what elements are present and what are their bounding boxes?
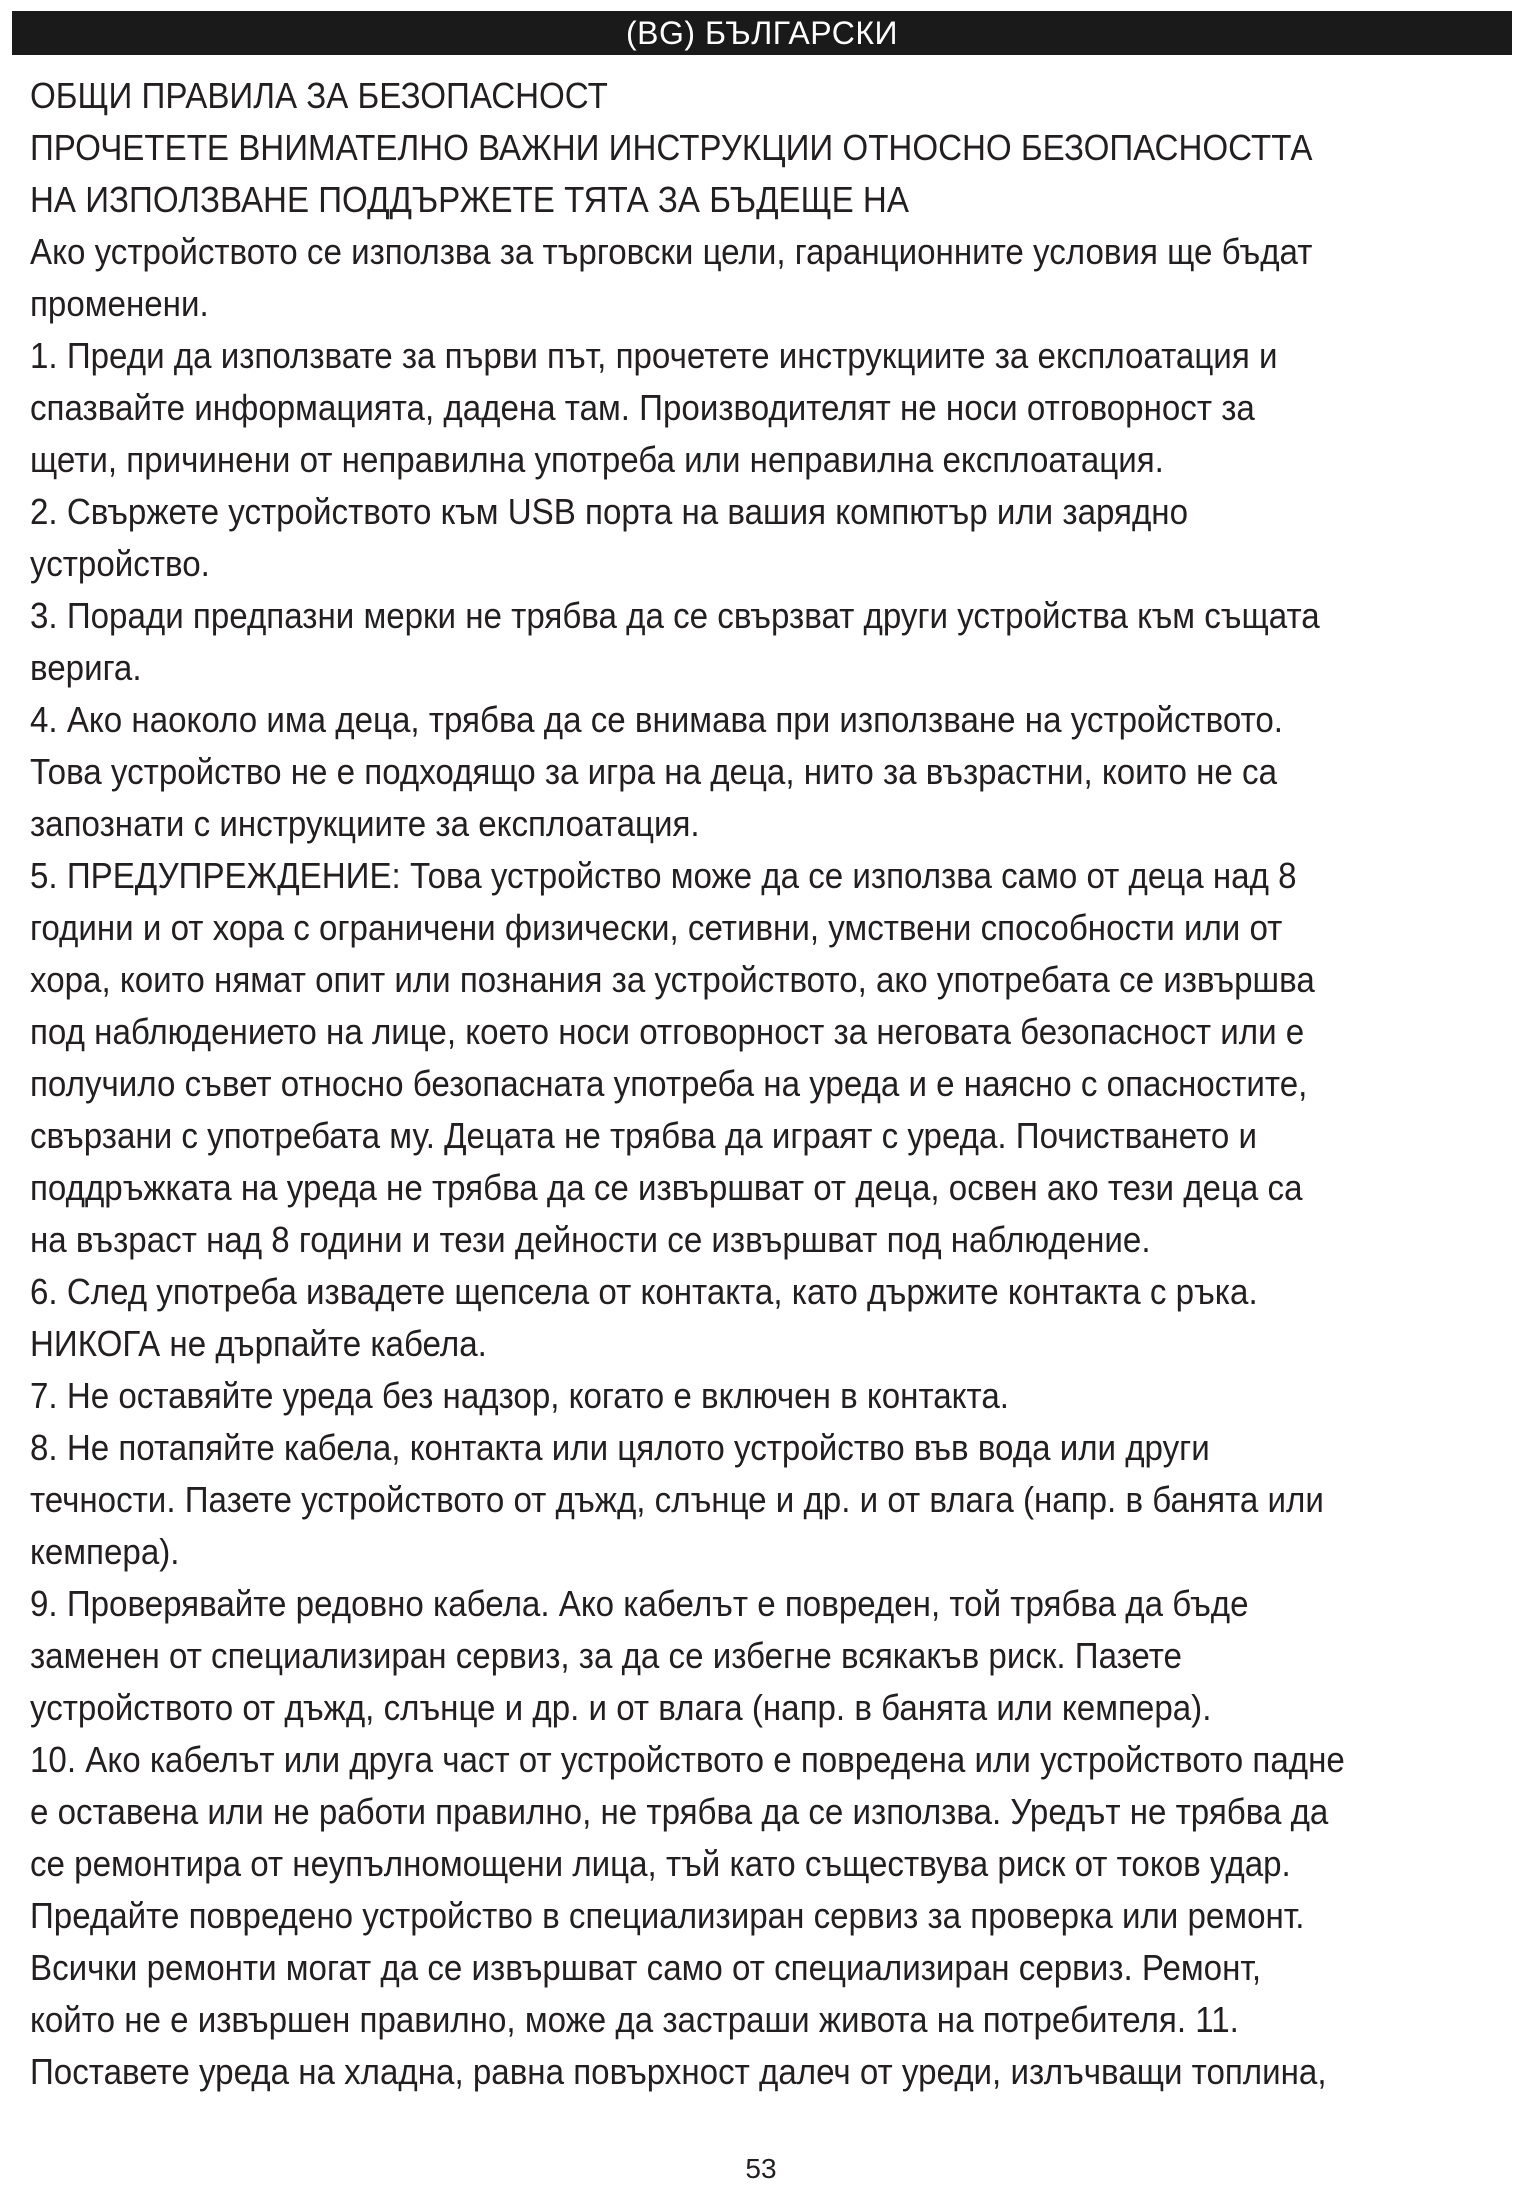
text-line: верига. [30,647,142,688]
text-line: хора, които нямат опит или познания за устройството, ако употребата се извършва [30,959,1315,1000]
text-line: ПРОЧЕТЕТЕ ВНИМАТЕЛНО ВАЖНИ ИНСТРУКЦИИ ОТНОСНО БЕЗОПАСНОСТТА [30,127,1313,168]
text-line: е оставена или не работи правилно, не трябва да се използва. Уредът не трябва да [30,1791,1329,1832]
text-line: Ако устройството се използва за търговски цели, гаранционните условия ще бъдат [30,231,1313,272]
language-label: (BG) БЪЛГАРСКИ [626,14,898,51]
text-line: 5. ПРЕДУПРЕЖДЕНИЕ: Това устройство може да се използва само от деца над 8 [30,855,1297,896]
text-line: 8. Не потапяйте кабела, контакта или цялото устройство във вода или други [30,1427,1210,1468]
text-line: Това устройство не е подходящо за игра на деца, нито за възрастни, които не са [30,751,1278,792]
page-number: 53 [745,2153,777,2184]
text-line: НА ИЗПОЛЗВАНЕ ПОДДЪРЖЕТЕ ТЯТА ЗА БЪДЕЩЕ НА [30,179,909,220]
text-line: 9. Проверявайте редовно кабела. Ако кабелът е повреден, той трябва да бъде [30,1583,1249,1624]
text-line: 2. Свържете устройството към USB порта на вашия компютър или зарядно [30,491,1189,532]
language-header-bar [12,11,1512,55]
text-line: устройството от дъжд, слънце и др. и от влага (напр. в банята или кемпера). [30,1687,1212,1728]
text-line: променени. [30,283,209,324]
text-line: години и от хора с ограничени физически, сетивни, умствени способности или от [30,907,1283,948]
text-line: получило съвет относно безопасната употреба на уреда и е наясно с опасностите, [30,1063,1308,1104]
text-line: Предайте повредено устройство в специализиран сервиз за проверка или ремонт. [30,1895,1305,1936]
text-line: който не е извършен правилно, може да застраши живота на потребителя. 11. [30,1999,1239,2040]
text-line: кемпера). [30,1531,180,1572]
text-line: НИКОГА не дърпайте кабела. [30,1323,487,1364]
text-line: се ремонтира от неупълномощени лица, тъй като съществува риск от токов удар. [30,1843,1291,1884]
text-line: свързани с употребата му. Децата не трябва да играят с уреда. Почистването и [30,1115,1257,1156]
text-line: под наблюдението на лице, което носи отговорност за неговата безопасност или е [30,1011,1305,1052]
text-line: заменен от специализиран сервиз, за да се избегне всякакъв риск. Пазете [30,1635,1182,1676]
safety-instructions-text [30,70,1382,2098]
text-line: Поставете уреда на хладна, равна повърхност далеч от уреди, излъчващи топлина, [30,2051,1327,2092]
text-line: поддръжката на уреда не трябва да се извършват от деца, освен ако тези деца са [30,1167,1303,1208]
text-line: 7. Не оставяйте уреда без надзор, когато е включен в контакта. [30,1375,1009,1416]
text-line: 3. Поради предпазни мерки не трябва да се свързват други устройства към същата [30,595,1320,636]
text-line: 10. Ако кабелът или друга част от устройството е повредена или устройството падне [30,1739,1345,1780]
text-line: течности. Пазете устройството от дъжд, слънце и др. и от влага (напр. в банята или [30,1479,1324,1520]
text-line: щети, причинени от неправилна употреба или неправилна експлоатация. [30,439,1164,480]
text-line: спазвайте информацията, дадена там. Производителят не носи отговорност за [30,387,1255,428]
text-line: 1. Преди да използвате за първи път, прочетете инструкциите за експлоатация и [30,335,1278,376]
text-line: 4. Ако наоколо има деца, трябва да се внимава при използване на устройството. [30,699,1284,740]
text-line: Всички ремонти могат да се извършват само от специализиран сервиз. Ремонт, [30,1947,1262,1988]
text-line: на възраст над 8 години и тези дейности се извършват под наблюдение. [30,1219,1151,1260]
text-line: устройство. [30,543,210,584]
text-line: 6. След употреба извадете щепсела от контакта, като държите контакта с ръка. [30,1271,1258,1312]
text-line: ОБЩИ ПРАВИЛА ЗА БЕЗОПАСНОСТ [30,75,608,116]
text-line: запознати с инструкциите за експлоатация. [30,803,700,844]
